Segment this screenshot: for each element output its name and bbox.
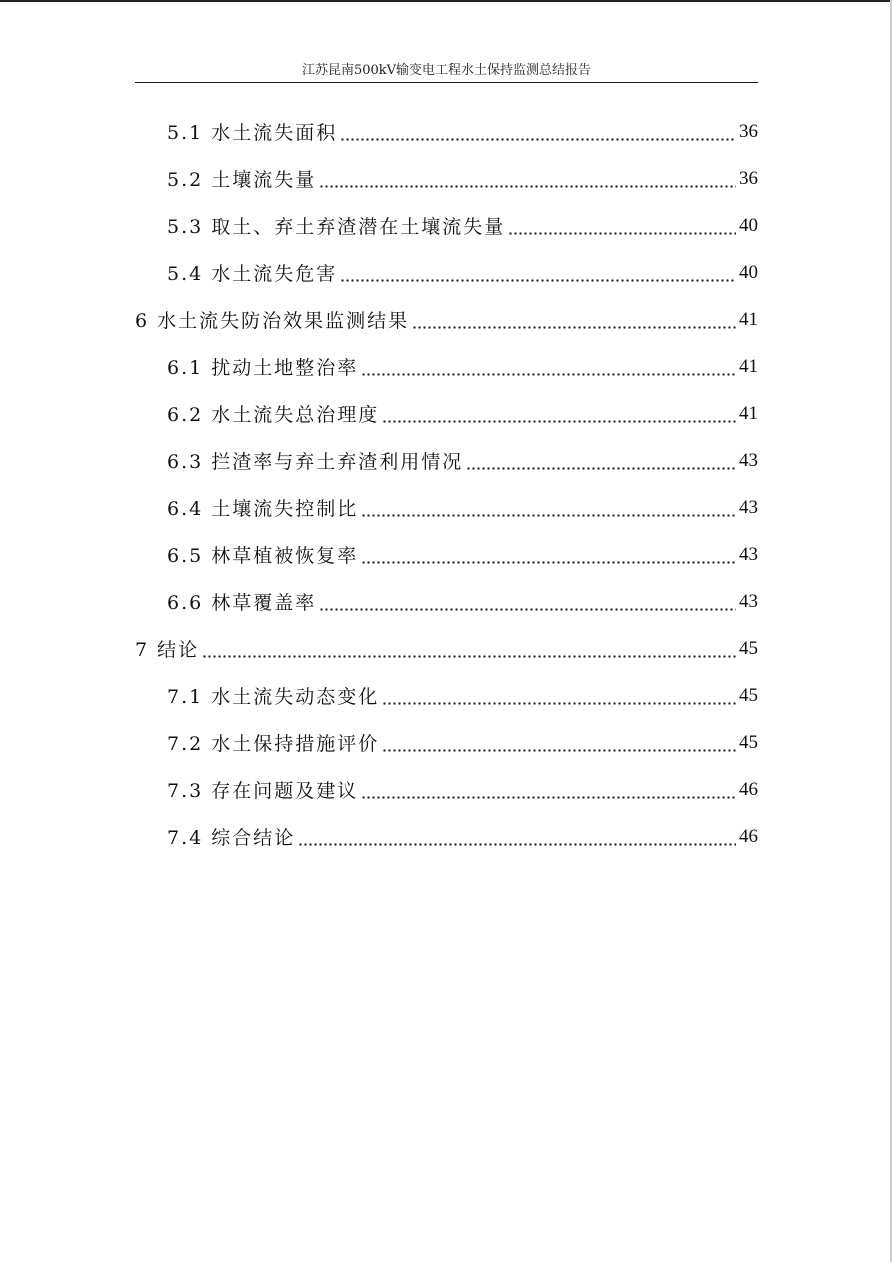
toc-entry-title: 6.6 林草覆盖率 bbox=[167, 592, 317, 614]
toc-entry-page: 41 bbox=[739, 355, 758, 377]
toc-entry-title: 6.3 拦渣率与弃土弃渣利用情况 bbox=[167, 451, 464, 473]
toc-entry-title: 6.2 水土流失总治理度 bbox=[167, 404, 380, 426]
toc-entry-page: 40 bbox=[739, 214, 758, 236]
toc-entry-page: 43 bbox=[739, 543, 758, 565]
toc-entry[interactable] bbox=[135, 578, 758, 625]
toc-entry-title: 5.4 水土流失危害 bbox=[167, 263, 338, 285]
toc-entry-title: 7.4 综合结论 bbox=[167, 827, 296, 849]
toc-entry-page: 46 bbox=[739, 778, 758, 800]
toc-entry[interactable] bbox=[135, 343, 758, 390]
toc-leader-dots bbox=[361, 780, 736, 800]
toc-leader-dots bbox=[340, 263, 736, 283]
toc-leader-dots bbox=[319, 169, 736, 189]
toc-entry-page: 41 bbox=[739, 402, 758, 424]
toc-entry[interactable] bbox=[135, 531, 758, 578]
toc-leader-dots bbox=[361, 357, 736, 377]
toc-leader-dots bbox=[340, 122, 736, 142]
toc-entry[interactable] bbox=[135, 108, 758, 155]
toc-entry-page: 43 bbox=[739, 449, 758, 471]
toc-entry[interactable] bbox=[135, 813, 758, 860]
toc-leader-dots bbox=[319, 592, 736, 612]
toc-entry-page: 36 bbox=[739, 120, 758, 142]
table-of-contents bbox=[135, 108, 758, 860]
toc-entry-page: 45 bbox=[739, 684, 758, 706]
top-border bbox=[0, 0, 892, 2]
toc-entry[interactable] bbox=[135, 249, 758, 296]
toc-leader-dots bbox=[382, 404, 736, 424]
toc-leader-dots bbox=[361, 498, 736, 518]
toc-entry[interactable] bbox=[135, 484, 758, 531]
toc-entry-title: 5.2 土壤流失量 bbox=[167, 169, 317, 191]
toc-leader-dots bbox=[361, 545, 736, 565]
toc-entry-title: 6.1 扰动土地整治率 bbox=[167, 357, 359, 379]
toc-chapter-entry[interactable] bbox=[135, 625, 758, 672]
toc-leader-dots bbox=[298, 827, 736, 847]
toc-entry-page: 41 bbox=[739, 308, 758, 330]
toc-leader-dots bbox=[466, 451, 736, 471]
toc-leader-dots bbox=[382, 733, 736, 753]
toc-entry-page: 45 bbox=[739, 731, 758, 753]
toc-entry-page: 43 bbox=[739, 590, 758, 612]
toc-entry-page: 43 bbox=[739, 496, 758, 518]
toc-entry-page: 46 bbox=[739, 825, 758, 847]
toc-entry-page: 40 bbox=[739, 261, 758, 283]
page-header: 江苏昆南500kV输变电工程水土保持监测总结报告 bbox=[135, 60, 758, 83]
toc-entry[interactable] bbox=[135, 766, 758, 813]
toc-leader-dots bbox=[508, 216, 736, 236]
toc-entry[interactable] bbox=[135, 155, 758, 202]
toc-entry[interactable] bbox=[135, 202, 758, 249]
toc-entry-title: 7.3 存在问题及建议 bbox=[167, 780, 359, 802]
toc-entry[interactable] bbox=[135, 390, 758, 437]
toc-entry-title: 5.3 取土、弃土弃渣潜在土壤流失量 bbox=[167, 216, 506, 238]
toc-entry-title: 6.5 林草植被恢复率 bbox=[167, 545, 359, 567]
toc-chapter-entry[interactable] bbox=[135, 296, 758, 343]
toc-entry[interactable] bbox=[135, 672, 758, 719]
toc-entry-title: 5.1 水土流失面积 bbox=[167, 122, 338, 144]
toc-entry-title: 7.1 水土流失动态变化 bbox=[167, 686, 380, 708]
toc-entry-title: 6.4 土壤流失控制比 bbox=[167, 498, 359, 520]
toc-entry-page: 36 bbox=[739, 167, 758, 189]
toc-entry-title: 7.2 水土保持措施评价 bbox=[167, 733, 380, 755]
toc-entry-page: 45 bbox=[739, 637, 758, 659]
toc-entry[interactable] bbox=[135, 437, 758, 484]
toc-entry[interactable] bbox=[135, 719, 758, 766]
toc-entry-title: 7 结论 bbox=[135, 639, 200, 661]
toc-leader-dots bbox=[202, 639, 736, 659]
toc-entry-title: 6 水土流失防治效果监测结果 bbox=[135, 310, 410, 332]
toc-leader-dots bbox=[382, 686, 736, 706]
toc-leader-dots bbox=[412, 310, 736, 330]
